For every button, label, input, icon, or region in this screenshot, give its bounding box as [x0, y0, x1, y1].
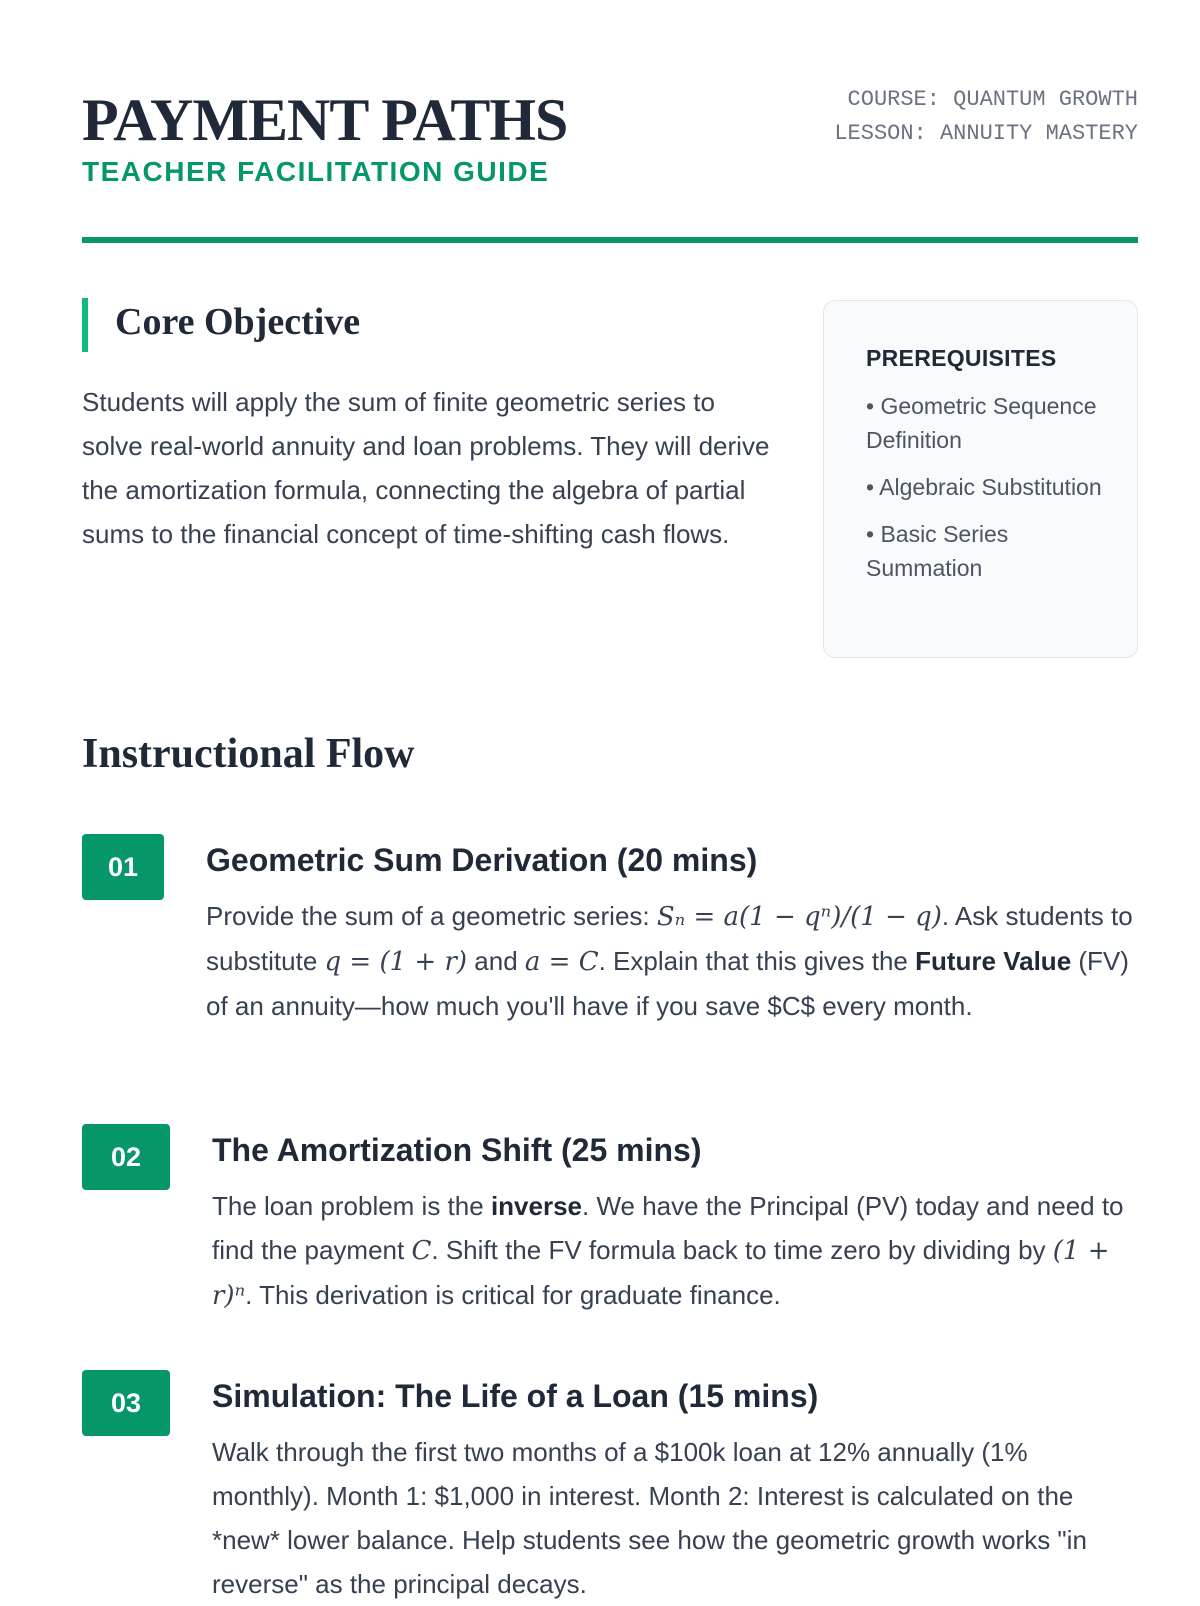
flow-step-3	[82, 1370, 1142, 1600]
prerequisites-card	[823, 300, 1138, 658]
math-expression: C	[411, 1236, 432, 1266]
flow-heading: Instructional Flow	[82, 731, 415, 777]
prerequisite-item: • Algebraic Substitution	[866, 474, 1102, 500]
step-title: Simulation: The Life of a Loan (15 mins)	[212, 1378, 819, 1414]
prerequisite-item: • Basic Series Summation	[866, 521, 1009, 581]
bold-term: inverse	[490, 1191, 583, 1221]
step-title: The Amortization Shift (25 mins)	[212, 1132, 702, 1168]
step-title: Geometric Sum Derivation (20 mins)	[206, 842, 758, 878]
objective-accent-bar	[82, 298, 88, 352]
flow-step-1	[82, 834, 1142, 1064]
page-title: PAYMENT PATHS	[82, 87, 568, 153]
objective-heading: Core Objective	[115, 301, 361, 343]
lesson-label: LESSON: ANNUITY MASTERY	[834, 121, 1138, 146]
flow-step-2	[82, 1124, 1142, 1324]
prerequisites-title: PREREQUISITES	[866, 345, 1057, 371]
step-body: Walk through the first two months of a $100k loan at 12% annually (1% monthly). Month 1: $1,000 in interest. Month 2: Interest is calculated on the *new* lower balance. Help students see how the geometric growth works "in reverse" as the principal decays.	[212, 1437, 1087, 1599]
math-expression: q = (1 + r)	[324, 947, 468, 977]
step-number-badge: 02	[82, 1124, 170, 1190]
math-expression: Sₙ = a(1 − qⁿ)/(1 − q)	[656, 902, 942, 932]
header	[82, 80, 1138, 240]
step-number-badge: 01	[82, 834, 164, 900]
step-body: Provide the sum of a geometric series: Sₙ = a(1 − qⁿ)/(1 − q). Ask students to substitute q = (1 + r) and a = C. Explain that this gives the Future Value (FV) of an annuity—how much you'll have if you save $C$ every month.	[206, 901, 1133, 1021]
step-number-badge: 03	[82, 1370, 170, 1436]
course-meta	[834, 83, 1138, 151]
bold-term: Future Value	[915, 946, 1072, 976]
math-expression: a = C	[524, 947, 599, 977]
step-body: The loan problem is the inverse. We have the Principal (PV) today and need to find the payment C. Shift the FV formula back to time zero by dividing by (1 + r)ⁿ. This derivation is critical for graduate finance.	[212, 1191, 1124, 1311]
page-subtitle: TEACHER FACILITATION GUIDE	[82, 156, 550, 187]
objective-text: Students will apply the sum of finite geometric series to solve real-world annuity and loan problems. They will derive the amortization formula, connecting the algebra of partial sums to the financial concept of time-shifting cash flows.	[82, 387, 770, 549]
prerequisites-list	[866, 389, 1111, 598]
course-label: COURSE: QUANTUM GROWTH	[847, 87, 1138, 112]
header-divider	[82, 237, 1138, 243]
math-expression: (1 + r)ⁿ	[212, 1236, 1110, 1311]
prerequisite-item: • Geometric Sequence Definition	[866, 393, 1097, 453]
